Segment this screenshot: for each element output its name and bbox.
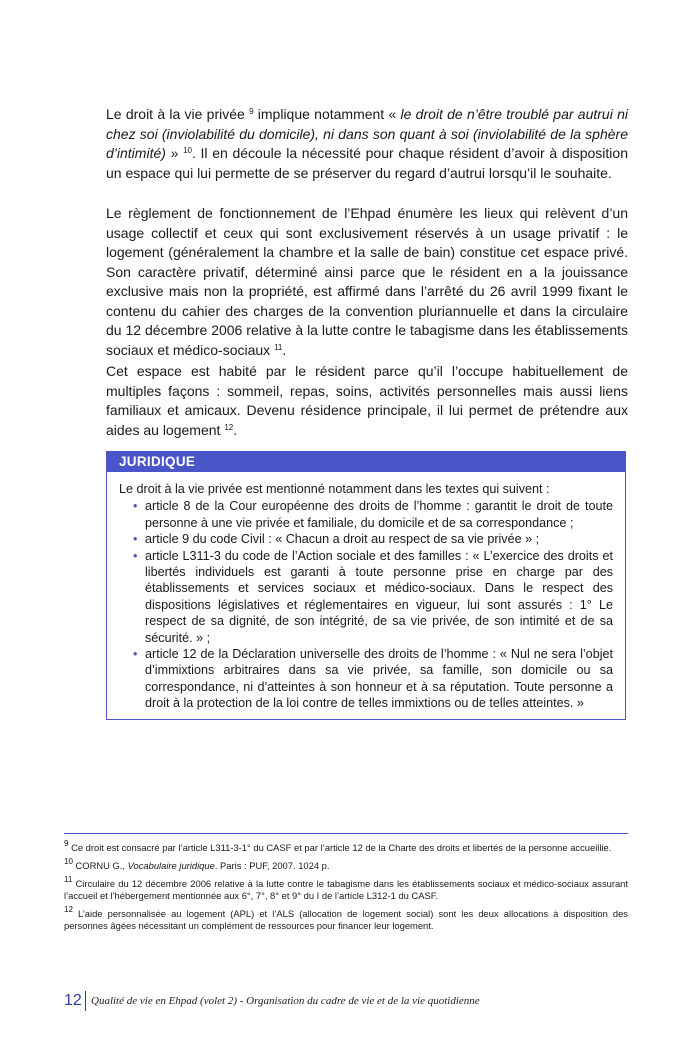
paragraph-2 <box>106 204 628 360</box>
paragraph-3-text-b: . <box>233 421 238 438</box>
page-number: 12 <box>64 992 82 1009</box>
footnote-text: Circulaire du 12 décembre 2006 relative à la lutte contre le tabagisme dans les établissements sociaux et médico-sociaux assurant l’accueil et l’hébergement mentionnée aux 6°, 7°, 8° et 9° du I de l’article L312-1 du CASF. <box>64 878 628 902</box>
list-item: • article L311-3 du code de l’Action sociale et des familles : « L’exercice des droits et libertés individuels est garanti à toute personne prise en charge par des établissements et services sociaux et médico-sociaux. Dans le respect des dispositions législatives et réglementaires en vigueur, lui sont assurés : 1° Le respect de sa dignité, de son intégrité, de sa vie privée, de son intimité et de sa sécurité. » ; <box>145 548 613 646</box>
juridique-box <box>106 451 626 720</box>
footnote-italic-title: Vocabulaire juridique <box>127 860 215 871</box>
juridique-box-list <box>119 498 613 711</box>
paragraph-2-text-a: Le règlement de fonctionnement de l’Ehpad énumère les lieux qui relèvent d’un usage collectif et ceux qui sont exclusivement réservés à un usage privatif : le logement (généralement la chambre et la salle de bain) constitue cet espace privé. Son caractère privatif, déterminé ainsi parce que le résident en a la jouissance exclusive mais non la propriété, est affirmé dans l’arrêté du 26 avril 1999 fixant le contenu du cahier des charges de la convention pluriannuelle et dans la circulaire du 12 décembre 2006 relative à la lutte contre le tabagisme dans les établissements sociaux et médico-sociaux <box>106 205 628 358</box>
paragraph-3-text-a: Cet espace est habité par le résident parce qu’il l’occupe habituellement de multiples façons : sommeil, repas, soins, activités personnelles mais aussi liens familiaux et amicaux. Devenu résidence principale, il lui permet de prétendre aux aides au logement <box>106 363 628 438</box>
list-item: • article 12 de la Déclaration universelle des droits de l’homme : « Nul ne sera l’objet d’immixtions arbitraires dans sa vie privée, sa famille, son domicile ou sa correspondance, ni d’atteintes à son honneur et à sa réputation. Toute personne a droit à la protection de la loi contre de telles immixtions ou de telles atteintes. » <box>145 646 613 712</box>
paragraph-1-text-b: implique notamment « <box>253 106 401 122</box>
page-footer <box>64 991 628 1011</box>
footnote-ref-10: 10 <box>183 146 192 155</box>
footnote-text: Ce droit est consacré par l’article L311-3-1° du CASF et par l’article 12 de la Charte des droits et libertés de la personne accueillie. <box>71 842 612 853</box>
paragraph-2-text-b: . <box>282 341 287 358</box>
paragraph-1-text-d: . Il en découle la nécessité pour chaque résident d’avoir à disposition un espace qui lui permette de se préserver du regard d’autrui lorsqu’il le souhaite. <box>106 145 628 181</box>
footnote-10 <box>64 857 628 872</box>
juridique-box-body <box>107 472 625 712</box>
footnote-9 <box>64 839 628 854</box>
paragraph-1 <box>106 105 628 183</box>
juridique-box-intro: Le droit à la vie privée est mentionné notamment dans les textes qui suivent : <box>119 482 550 496</box>
paragraph-1-text-a: Le droit à la vie privée <box>106 106 250 122</box>
footnote-11 <box>64 875 628 902</box>
paragraph-3 <box>106 362 628 440</box>
footnote-text: L’aide personnalisée au logement (APL) et l’ALS (allocation de logement social) sont les deux allocations à disposition des personnes âgées nécessitant un complément de ressources pour financer leur logement. <box>64 908 628 932</box>
footnote-12 <box>64 905 628 932</box>
footnote-number: 11 <box>64 875 73 884</box>
list-item: • article 9 du code Civil : « Chacun a droit au respect de sa vie privée » ; <box>145 531 613 547</box>
footer-title: Qualité de vie en Ehpad (volet 2) - Organisation du cadre de vie et de la vie quotidienne <box>91 995 480 1007</box>
footnote-text-a: CORNU G., <box>75 860 128 871</box>
footnote-ref-11: 11 <box>274 342 283 352</box>
list-item: • article 8 de la Cour européenne des droits de l’homme : garantit le droit de toute personne à une vie privée et familiale, du domicile et de sa correspondance ; <box>145 498 613 531</box>
footnote-divider <box>64 833 628 834</box>
paragraph-1-text-c: » <box>165 145 184 161</box>
footnote-number: 10 <box>64 857 73 866</box>
juridique-box-header: JURIDIQUE <box>107 452 625 472</box>
footer-divider <box>85 991 86 1011</box>
paragraph-1-quote: le droit de n’être troublé par autrui ni chez soi (inviolabilité du domicile), ni dans son quant à soi (inviolabilité de la sphère d’intimité) <box>106 106 628 161</box>
footnote-text-b: . Paris : PUF, 2007. 1024 p. <box>214 860 330 871</box>
footnote-number: 9 <box>64 839 69 848</box>
footnote-ref-12: 12 <box>224 422 234 432</box>
footnote-ref-9: 9 <box>249 107 254 116</box>
footnote-number: 12 <box>64 905 73 914</box>
